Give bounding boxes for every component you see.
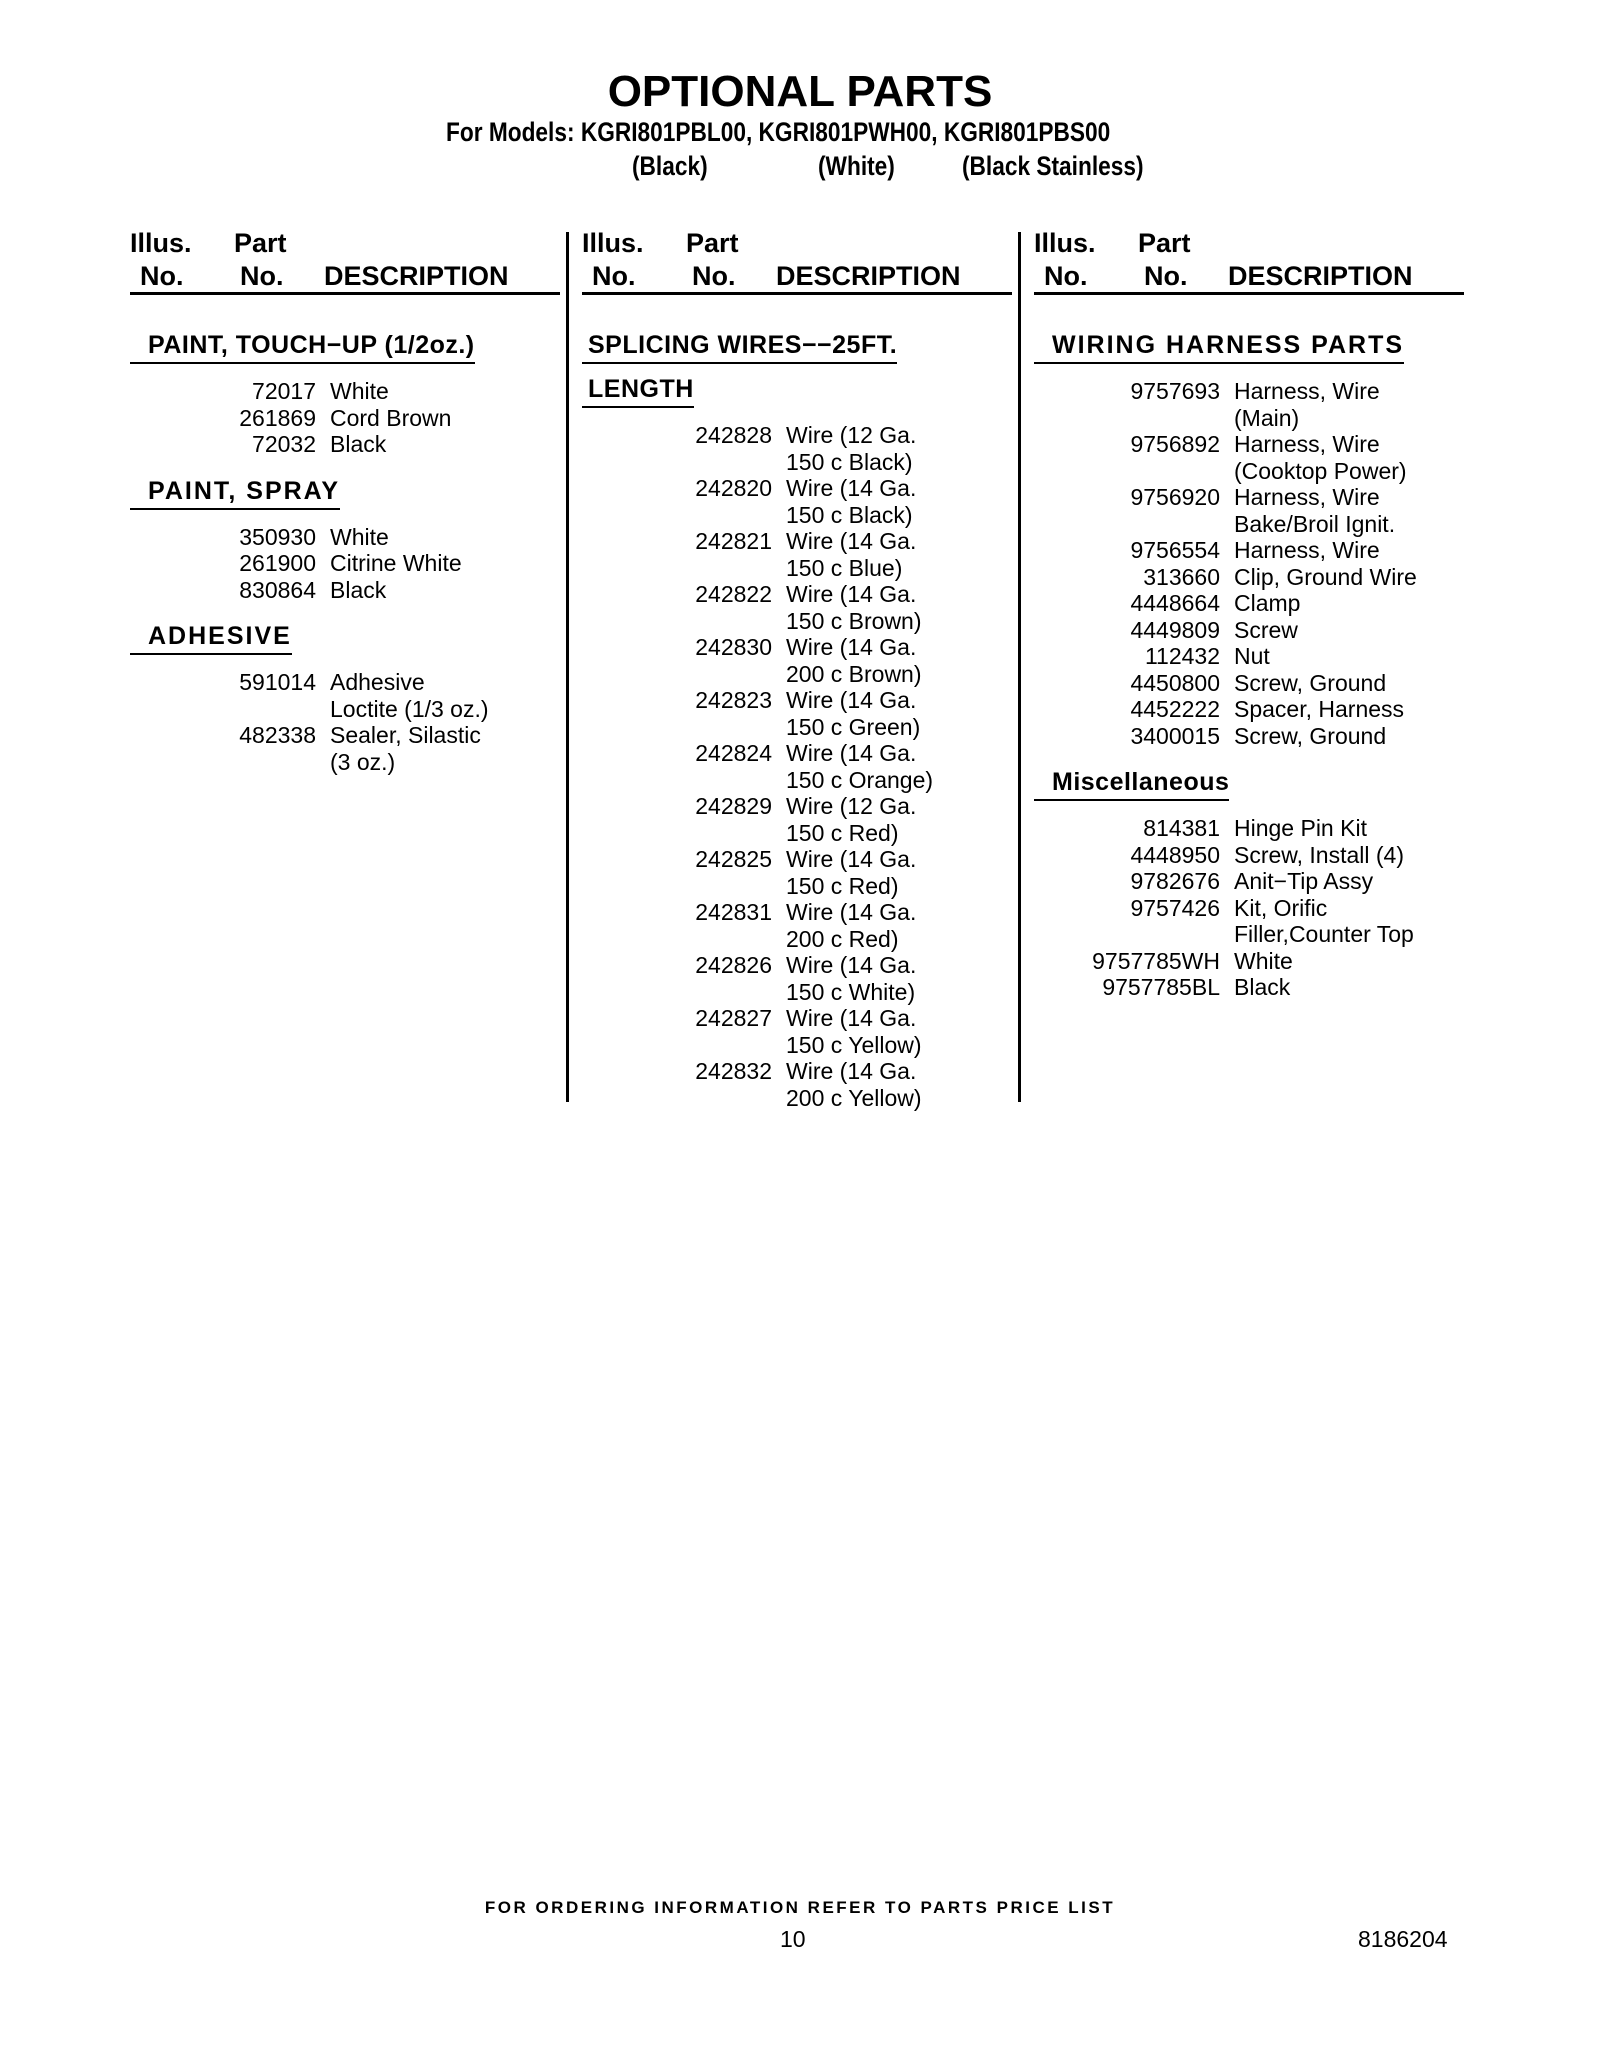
part-description-continued: Filler,Counter Top bbox=[1234, 921, 1414, 947]
part-row bbox=[582, 634, 1012, 687]
part-description: Hinge Pin Kit bbox=[1234, 815, 1367, 841]
part-row bbox=[130, 577, 560, 604]
part-row bbox=[582, 740, 1012, 793]
part-row bbox=[1034, 948, 1464, 975]
header-part-no: No. bbox=[240, 261, 284, 291]
part-description: Harness, Wire bbox=[1234, 484, 1380, 510]
models-line: For Models: KGRI801PBL00, KGRI801PWH00, KGRI801PBS00 bbox=[446, 117, 1111, 147]
part-description: Wire (12 Ga. bbox=[786, 422, 917, 448]
part-number: 242824 bbox=[695, 740, 772, 766]
part-description: Harness, Wire bbox=[1234, 431, 1380, 457]
part-number: 242829 bbox=[695, 793, 772, 819]
header-part-no: No. bbox=[692, 261, 736, 291]
parts-list bbox=[130, 378, 560, 458]
part-description-continued: 150 c Black) bbox=[786, 448, 913, 475]
parts-list bbox=[130, 669, 560, 775]
part-number: 261869 bbox=[239, 404, 316, 431]
column-header bbox=[582, 228, 1000, 296]
section-title: Miscellaneous bbox=[1034, 765, 1229, 801]
part-description: Cord Brown bbox=[330, 404, 452, 431]
part-row bbox=[130, 669, 560, 722]
part-description: Screw bbox=[1234, 616, 1298, 643]
part-row bbox=[130, 550, 560, 577]
header-illus: Illus. bbox=[582, 228, 644, 258]
header-part: Part bbox=[234, 228, 287, 258]
part-row bbox=[130, 524, 560, 551]
header-part: Part bbox=[1138, 228, 1191, 258]
part-number: 4448664 bbox=[1130, 590, 1220, 616]
part-description-continued: (Cooktop Power) bbox=[1234, 457, 1407, 484]
section-title: SPLICING WIRES−−25FT. bbox=[582, 328, 897, 364]
part-number: 830864 bbox=[239, 576, 316, 603]
part-number: 242830 bbox=[695, 634, 772, 660]
part-row bbox=[1034, 842, 1464, 869]
part-description: Wire (14 Ga. bbox=[786, 634, 917, 660]
document-number: 8186204 bbox=[1358, 1926, 1448, 1952]
header-illus-no: No. bbox=[1044, 261, 1088, 291]
part-description: Wire (14 Ga. bbox=[786, 846, 917, 872]
part-row bbox=[1034, 590, 1464, 617]
part-row bbox=[1034, 868, 1464, 895]
part-description: Wire (14 Ga. bbox=[786, 952, 917, 978]
part-description: Nut bbox=[1234, 643, 1270, 669]
part-description-continued: 150 c White) bbox=[786, 978, 916, 1005]
part-number: 242828 bbox=[695, 422, 772, 448]
header-part: Part bbox=[686, 228, 739, 258]
ordering-footer: FOR ORDERING INFORMATION REFER TO PARTS PRICE LIST bbox=[484, 1898, 1116, 1917]
section-title: ADHESIVE bbox=[130, 619, 292, 655]
header-part-no: No. bbox=[1144, 261, 1188, 291]
part-description-continued: 150 c Orange) bbox=[786, 766, 934, 793]
column-items bbox=[582, 328, 1012, 1127]
parts-list bbox=[582, 422, 1012, 1111]
part-description: Anit−Tip Assy bbox=[1234, 868, 1374, 894]
part-description: Black bbox=[330, 431, 387, 457]
part-row bbox=[582, 528, 1012, 581]
part-number: 482338 bbox=[239, 722, 316, 748]
part-description: Spacer, Harness bbox=[1234, 696, 1405, 722]
section-title: PAINT, TOUCH−UP (1/2oz.) bbox=[130, 328, 475, 364]
part-row bbox=[582, 581, 1012, 634]
part-row bbox=[582, 899, 1012, 952]
part-description-continued: 150 c Blue) bbox=[786, 554, 903, 581]
part-description: Wire (14 Ga. bbox=[786, 1058, 917, 1084]
part-number: 9757693 bbox=[1130, 378, 1220, 404]
header-illus-no: No. bbox=[140, 261, 184, 291]
variant-black-stainless: (Black Stainless) bbox=[962, 151, 1144, 181]
column-items bbox=[130, 328, 560, 791]
part-description: Clamp bbox=[1234, 590, 1301, 616]
section-title: PAINT, SPRAY bbox=[130, 474, 340, 510]
variant-white: (White) bbox=[818, 151, 895, 181]
header-illus-no: No. bbox=[592, 261, 636, 291]
part-description-continued: 150 c Red) bbox=[786, 819, 899, 846]
part-row bbox=[1034, 974, 1464, 1001]
parts-section bbox=[1034, 765, 1464, 1001]
header-rule bbox=[1034, 292, 1464, 295]
part-description-continued: 150 c Yellow) bbox=[786, 1031, 922, 1058]
part-description: Clip, Ground Wire bbox=[1234, 563, 1417, 590]
part-description-continued: 150 c Red) bbox=[786, 872, 899, 899]
page-title: OPTIONAL PARTS bbox=[607, 67, 993, 116]
part-number: 242822 bbox=[695, 581, 772, 607]
part-row bbox=[130, 405, 560, 432]
part-number: 242821 bbox=[695, 528, 772, 554]
part-row bbox=[582, 793, 1012, 846]
part-row bbox=[582, 1058, 1012, 1111]
page-number: 10 bbox=[780, 1926, 806, 1952]
part-description: Black bbox=[1234, 974, 1291, 1000]
part-row bbox=[1034, 537, 1464, 564]
part-description: Wire (14 Ga. bbox=[786, 475, 917, 501]
section-title-continued: LENGTH bbox=[582, 372, 694, 408]
part-row bbox=[130, 431, 560, 458]
part-number: 313660 bbox=[1143, 563, 1220, 590]
part-number: 9782676 bbox=[1130, 868, 1220, 894]
part-description-continued: Loctite (1/3 oz.) bbox=[330, 695, 489, 722]
part-description: Wire (14 Ga. bbox=[786, 687, 917, 713]
part-number: 3400015 bbox=[1130, 722, 1220, 749]
parts-column-2 bbox=[582, 228, 1000, 1111]
column-header bbox=[1034, 228, 1452, 296]
part-description-continued: (3 oz.) bbox=[330, 748, 396, 775]
variant-black: (Black) bbox=[632, 151, 708, 181]
part-description: White bbox=[330, 378, 389, 404]
part-row bbox=[1034, 696, 1464, 723]
parts-section bbox=[130, 328, 560, 458]
part-number: 350930 bbox=[239, 523, 316, 550]
part-number: 72032 bbox=[252, 431, 316, 457]
part-description-continued: Bake/Broil Ignit. bbox=[1234, 510, 1396, 537]
part-number: 9756892 bbox=[1130, 431, 1220, 457]
parts-section bbox=[1034, 328, 1464, 749]
part-number: 112432 bbox=[1144, 643, 1220, 669]
part-description-continued: 150 c Brown) bbox=[786, 607, 922, 634]
part-number: 242827 bbox=[695, 1005, 772, 1031]
part-description: White bbox=[1234, 947, 1293, 974]
part-description: Adhesive bbox=[330, 669, 425, 695]
header-rule bbox=[582, 292, 1012, 295]
part-description-continued: 200 c Red) bbox=[786, 925, 899, 952]
part-row bbox=[1034, 670, 1464, 697]
part-number: 4450800 bbox=[1130, 669, 1220, 696]
parts-section bbox=[130, 474, 560, 604]
part-number: 242832 bbox=[695, 1058, 772, 1084]
part-description: Screw, Ground bbox=[1234, 722, 1387, 749]
part-number: 814381 bbox=[1143, 815, 1220, 841]
part-number: 242825 bbox=[695, 846, 772, 872]
part-description: Sealer, Silastic bbox=[330, 722, 481, 748]
column-items bbox=[1034, 328, 1464, 1017]
part-number: 72017 bbox=[252, 378, 316, 404]
column-divider bbox=[566, 232, 569, 1102]
part-row bbox=[1034, 815, 1464, 842]
parts-column-1 bbox=[130, 228, 548, 1108]
header-description: DESCRIPTION bbox=[324, 261, 509, 291]
part-description: Citrine White bbox=[330, 550, 462, 576]
parts-column-3 bbox=[1034, 228, 1452, 1108]
part-description: Wire (14 Ga. bbox=[786, 740, 917, 766]
part-row bbox=[582, 687, 1012, 740]
part-row bbox=[1034, 431, 1464, 484]
part-number: 9756920 bbox=[1130, 484, 1220, 510]
part-row bbox=[1034, 564, 1464, 591]
part-number: 242823 bbox=[695, 687, 772, 713]
part-description: Screw, Install (4) bbox=[1234, 841, 1404, 868]
part-number: 9757785BL bbox=[1102, 974, 1220, 1000]
section-title: WIRING HARNESS PARTS bbox=[1034, 328, 1404, 364]
parts-list bbox=[130, 524, 560, 604]
part-row bbox=[582, 952, 1012, 1005]
part-description: Black bbox=[330, 576, 387, 603]
parts-list bbox=[1034, 815, 1464, 1001]
part-description-continued: 200 c Brown) bbox=[786, 660, 922, 687]
part-description: Wire (14 Ga. bbox=[786, 1005, 917, 1031]
part-description: Harness, Wire bbox=[1234, 537, 1380, 563]
part-description: Wire (14 Ga. bbox=[786, 581, 917, 607]
part-row bbox=[1034, 617, 1464, 644]
header-description: DESCRIPTION bbox=[1228, 261, 1413, 291]
header-description: DESCRIPTION bbox=[776, 261, 961, 291]
header-illus: Illus. bbox=[130, 228, 192, 258]
part-description: Wire (14 Ga. bbox=[786, 899, 917, 925]
part-row bbox=[1034, 484, 1464, 537]
column-header bbox=[130, 228, 548, 296]
header-rule bbox=[130, 292, 560, 295]
part-description-continued: (Main) bbox=[1234, 404, 1300, 431]
part-number: 4449809 bbox=[1130, 616, 1220, 643]
part-row bbox=[130, 722, 560, 775]
part-description: Wire (12 Ga. bbox=[786, 793, 917, 819]
part-number: 591014 bbox=[239, 669, 316, 695]
header-illus: Illus. bbox=[1034, 228, 1096, 258]
part-description-continued: 150 c Green) bbox=[786, 713, 921, 740]
part-number: 4452222 bbox=[1130, 696, 1220, 722]
part-number: 9756554 bbox=[1130, 537, 1220, 563]
part-description-continued: 200 c Yellow) bbox=[786, 1084, 922, 1111]
part-row bbox=[582, 846, 1012, 899]
parts-section bbox=[582, 328, 1012, 1111]
part-number: 242831 bbox=[695, 899, 772, 925]
part-number: 9757785WH bbox=[1092, 947, 1220, 974]
part-number: 9757426 bbox=[1130, 894, 1220, 921]
part-number: 261900 bbox=[239, 550, 316, 576]
part-row bbox=[1034, 723, 1464, 750]
part-row bbox=[582, 1005, 1012, 1058]
part-row bbox=[1034, 895, 1464, 948]
part-description: White bbox=[330, 523, 389, 550]
part-description: Screw, Ground bbox=[1234, 669, 1387, 696]
part-description: Wire (14 Ga. bbox=[786, 528, 917, 554]
part-number: 242820 bbox=[695, 475, 772, 501]
part-row bbox=[582, 422, 1012, 475]
part-number: 242826 bbox=[695, 952, 772, 978]
part-row bbox=[1034, 378, 1464, 431]
parts-list bbox=[1034, 378, 1464, 749]
part-description-continued: 150 c Black) bbox=[786, 501, 913, 528]
part-row bbox=[130, 378, 560, 405]
part-number: 4448950 bbox=[1130, 841, 1220, 868]
part-description: Kit, Orific bbox=[1234, 894, 1328, 921]
part-row bbox=[582, 475, 1012, 528]
part-description: Harness, Wire bbox=[1234, 378, 1380, 404]
parts-section bbox=[130, 619, 560, 775]
part-row bbox=[1034, 643, 1464, 670]
